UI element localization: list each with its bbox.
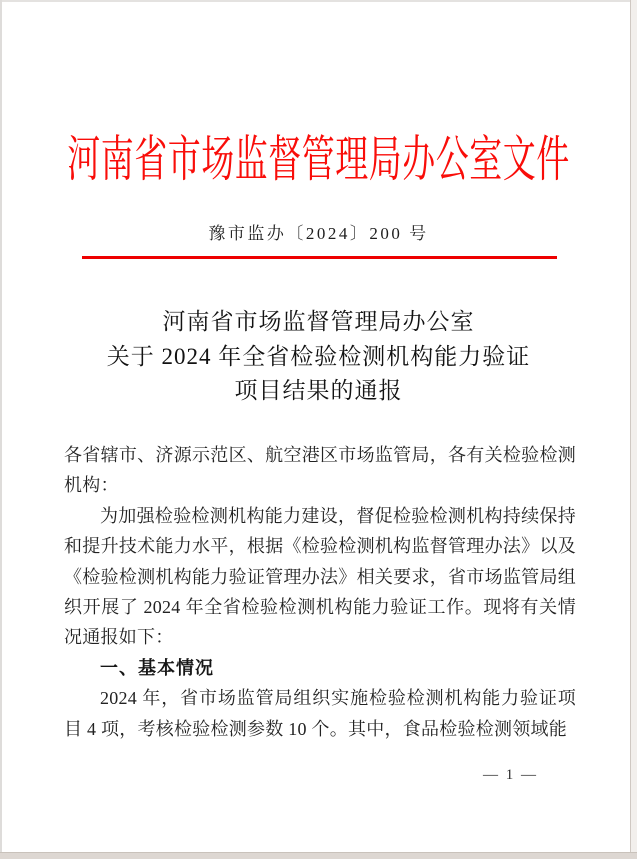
- letterhead-title: 河南省市场监督管理局办公室文件: [67, 133, 570, 188]
- red-divider-rule: [82, 256, 557, 259]
- document-body: [64, 440, 576, 744]
- page-edge-bottom: [0, 852, 637, 859]
- section-heading-1: 一、基本情况: [100, 657, 214, 678]
- document-number: 豫市监办〔2024〕200 号: [208, 224, 429, 243]
- page-edge-right: [630, 0, 637, 859]
- document-title-line-1: 河南省市场监督管理局办公室: [162, 309, 475, 334]
- page-edge-left: [0, 0, 2, 859]
- document-title-line-2: 关于 2024 年全省检验检测机构能力验证: [106, 343, 531, 369]
- paragraph-1: 为加强检验检测机构能力建设，督促检验检测机构持续保持和提升技术能力水平，根据《检验检测机构监督管理办法》以及《检验检测机构能力验证管理办法》相关要求，省市场监管局组织开展了 2024 年全省检验检测机构能力验证工作。现将有关情况通报如下：: [64, 505, 576, 648]
- document-title: [0, 305, 637, 409]
- paragraph-2: 2024 年，省市场监管局组织实施检验检测机构能力验证项目 4 项，考核检验检测参数 10 个。其中，食品检验检测领域能: [64, 688, 576, 739]
- salutation: 各省辖市、济源示范区、航空港区市场监管局，各有关检验检测机构：: [64, 445, 576, 496]
- document-title-line-3: 项目结果的通报: [234, 378, 403, 403]
- page-number: — 1 —: [483, 767, 538, 783]
- page-edge-top: [0, 0, 637, 2]
